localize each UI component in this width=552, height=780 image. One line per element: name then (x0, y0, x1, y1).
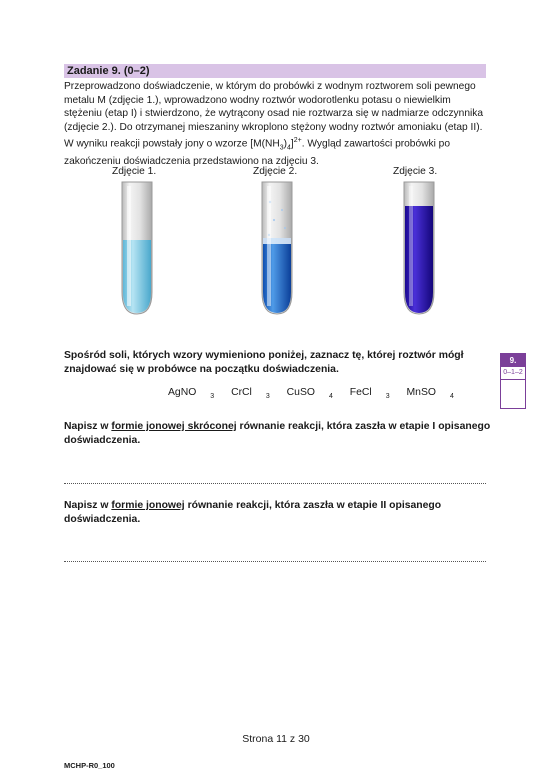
test-tube-1-image (112, 180, 162, 320)
question-2 (64, 420, 494, 448)
score-box-number: 9. (501, 354, 525, 367)
test-tube-3-image (394, 180, 444, 320)
answer-line-2[interactable] (64, 561, 486, 562)
intro-line-3: stężeniu (etap I) i stwierdzono, że wytrącony osad nie roztwarza się w nadmiarze odczynnika (64, 108, 484, 120)
photo-3-label: Zdjęcie 3. (393, 166, 438, 177)
question-1-line-1: Spośród soli, których wzory wymieniono poniżej, zaznacz tę, której roztwór mógł (64, 350, 464, 361)
exam-code: MCHP-R0_100 (64, 761, 115, 770)
score-box (500, 353, 526, 409)
salt-formulas (168, 387, 468, 400)
formula-cuso4[interactable]: CuSO $_4$ (286, 387, 333, 401)
test-tube-2-image (252, 180, 302, 320)
intro-line-4: (zdjęcie 2.). Do otrzymanej mieszaniny wkroplono stężony wodny roztwór amoniaku (etap II). (64, 121, 483, 133)
formula-mnso4[interactable]: MnSO $_4$ (406, 387, 454, 401)
task-intro (64, 80, 488, 169)
photo-1-label: Zdjęcie 1. (112, 166, 157, 177)
question-2-line-1: Napisz w formie jonowej skróconej równanie reakcji, która zaszła w etapie I opisanego (64, 421, 491, 432)
intro-line-6: zakończeniu doświadczenia przedstawiono na zdjęciu 3. (64, 156, 319, 168)
question-1-line-2: znajdować się w probówce na początku doświadczenia. (64, 364, 339, 375)
question-3-line-1: Napisz w formie jonowej równanie reakcji, która zaszła w etapie II opisanego (64, 500, 442, 511)
page-number: Strona 11 z 30 (242, 733, 310, 745)
question-3 (64, 499, 494, 527)
formula-crcl3[interactable]: CrCl $_3$ (231, 387, 270, 401)
answer-line-1[interactable] (64, 483, 486, 484)
score-box-points: 0–1–2 (501, 367, 525, 380)
intro-line-2: metalu M (zdjęcie 1.), wprowadzono wodny roztwór wodorotlenku potasu o niewielkim (64, 94, 451, 106)
formula-agno3[interactable]: AgNO $_3$ (168, 387, 215, 401)
score-box-field[interactable] (501, 380, 525, 409)
question-2-line-2: doświadczenia. (64, 435, 141, 446)
photo-2-label: Zdjęcie 2. (253, 166, 298, 177)
question-1 (64, 349, 494, 377)
intro-line-5: W wyniku reakcji powstały jony o wzorze $[M(NH_3)_4]^{2+}$. Wygląd zawartości probówki po (64, 137, 451, 152)
question-3-line-2: doświadczenia. (64, 514, 141, 525)
task-title: Zadanie 9. (0–2) (64, 64, 486, 78)
intro-line-1: Przeprowadzono doświadczenie, w którym do probówki z wodnym roztworem soli pewnego (64, 81, 476, 92)
formula-fecl3[interactable]: FeCl $_3$ (349, 387, 390, 401)
